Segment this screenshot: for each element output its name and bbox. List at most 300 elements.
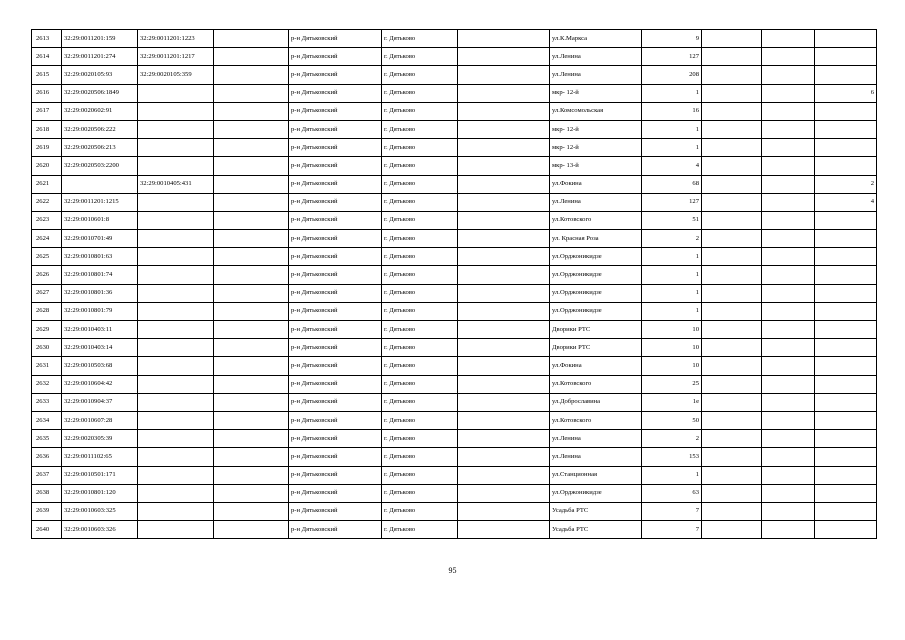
count-cell — [815, 66, 877, 84]
city-cell: г. Дятьково — [382, 284, 458, 302]
count-cell: 6 — [815, 84, 877, 102]
house-number: 1е — [642, 393, 702, 411]
cell-empty — [762, 339, 815, 357]
cell-empty — [762, 393, 815, 411]
district-cell: р-н Дятьковский — [289, 157, 382, 175]
city-cell: г. Дятьково — [382, 248, 458, 266]
cell-empty — [458, 211, 550, 229]
cell-empty — [702, 211, 762, 229]
table-row — [32, 211, 877, 229]
count-cell — [815, 521, 877, 539]
cell-empty — [214, 393, 289, 411]
district-cell: р-н Дятьковский — [289, 321, 382, 339]
count-cell — [815, 48, 877, 66]
cell-empty — [458, 120, 550, 138]
count-cell — [815, 120, 877, 138]
cell-empty — [702, 102, 762, 120]
cell-empty — [762, 284, 815, 302]
cell-empty — [458, 266, 550, 284]
cadastral-number: 32:29:0011201:159 — [62, 30, 138, 48]
table-row — [32, 339, 877, 357]
cadastral-number-2 — [138, 411, 214, 429]
row-number: 2617 — [32, 102, 62, 120]
district-cell: р-н Дятьковский — [289, 375, 382, 393]
street-cell: мкр- 12-й — [550, 120, 642, 138]
house-number: 7 — [642, 502, 702, 520]
cadastral-number: 32:29:0010801:120 — [62, 484, 138, 502]
cell-empty — [458, 284, 550, 302]
table-row — [32, 193, 877, 211]
cadastral-number-2: 32:29:0011201:1217 — [138, 48, 214, 66]
city-cell: г. Дятьково — [382, 120, 458, 138]
cell-empty — [214, 448, 289, 466]
cell-empty — [702, 84, 762, 102]
district-cell: р-н Дятьковский — [289, 120, 382, 138]
cadastral-number-2 — [138, 339, 214, 357]
cell-empty — [762, 230, 815, 248]
cadastral-number: 32:29:0011102:65 — [62, 448, 138, 466]
city-cell: г. Дятьково — [382, 175, 458, 193]
cell-empty — [458, 139, 550, 157]
row-number: 2613 — [32, 30, 62, 48]
row-number: 2620 — [32, 157, 62, 175]
city-cell: г. Дятьково — [382, 193, 458, 211]
house-number: 208 — [642, 66, 702, 84]
street-cell: ул. Красная Роза — [550, 230, 642, 248]
house-number: 63 — [642, 484, 702, 502]
table-row — [32, 393, 877, 411]
table-row — [32, 357, 877, 375]
house-number: 1 — [642, 139, 702, 157]
cell-empty — [458, 248, 550, 266]
count-cell — [815, 211, 877, 229]
district-cell: р-н Дятьковский — [289, 357, 382, 375]
cell-empty — [458, 375, 550, 393]
table-row — [32, 66, 877, 84]
cadastral-number: 32:29:0010904:37 — [62, 393, 138, 411]
cell-empty — [702, 48, 762, 66]
cell-empty — [702, 284, 762, 302]
street-cell: Дворики РТС — [550, 339, 642, 357]
cadastral-number-2 — [138, 157, 214, 175]
count-cell — [815, 411, 877, 429]
table-row — [32, 466, 877, 484]
street-cell: ул.Орджоникидзе — [550, 248, 642, 266]
cell-empty — [458, 339, 550, 357]
street-cell: ул.Ленина — [550, 193, 642, 211]
house-number: 1 — [642, 466, 702, 484]
cell-empty — [702, 157, 762, 175]
cell-empty — [762, 375, 815, 393]
city-cell: г. Дятьково — [382, 521, 458, 539]
row-number: 2629 — [32, 321, 62, 339]
house-number: 68 — [642, 175, 702, 193]
count-cell — [815, 466, 877, 484]
street-cell: ул.Станционная — [550, 466, 642, 484]
cell-empty — [762, 484, 815, 502]
cell-empty — [458, 357, 550, 375]
street-cell: ул.Ленина — [550, 66, 642, 84]
cadastral-number-2 — [138, 448, 214, 466]
house-number: 127 — [642, 48, 702, 66]
count-cell — [815, 484, 877, 502]
district-cell: р-н Дятьковский — [289, 139, 382, 157]
house-number: 2 — [642, 230, 702, 248]
cadastral-number-2 — [138, 502, 214, 520]
street-cell: мкр- 12-й — [550, 84, 642, 102]
table-row — [32, 120, 877, 138]
table-row — [32, 502, 877, 520]
cell-empty — [702, 139, 762, 157]
cadastral-number-2 — [138, 248, 214, 266]
cell-empty — [458, 484, 550, 502]
cadastral-number: 32:29:0011201:1215 — [62, 193, 138, 211]
cadastral-number-2 — [138, 120, 214, 138]
cell-empty — [458, 84, 550, 102]
cadastral-number-2 — [138, 302, 214, 320]
house-number: 25 — [642, 375, 702, 393]
city-cell: г. Дятьково — [382, 66, 458, 84]
cadastral-number: 32:29:0010403:14 — [62, 339, 138, 357]
cell-empty — [702, 502, 762, 520]
cadastral-number: 32:29:0010501:171 — [62, 466, 138, 484]
district-cell: р-н Дятьковский — [289, 48, 382, 66]
city-cell: г. Дятьково — [382, 502, 458, 520]
district-cell: р-н Дятьковский — [289, 211, 382, 229]
row-number: 2619 — [32, 139, 62, 157]
table-row — [32, 102, 877, 120]
cadastral-number-2: 32:29:0011201:1223 — [138, 30, 214, 48]
cell-empty — [214, 139, 289, 157]
cell-empty — [458, 521, 550, 539]
cell-empty — [762, 266, 815, 284]
house-number: 1 — [642, 302, 702, 320]
cell-empty — [214, 193, 289, 211]
table-row — [32, 30, 877, 48]
cell-empty — [458, 66, 550, 84]
cell-empty — [702, 466, 762, 484]
cell-empty — [702, 357, 762, 375]
row-number: 2640 — [32, 521, 62, 539]
street-cell: ул.Фокина — [550, 357, 642, 375]
cell-empty — [762, 502, 815, 520]
district-cell: р-н Дятьковский — [289, 102, 382, 120]
cadastral-number-2 — [138, 139, 214, 157]
cell-empty — [214, 102, 289, 120]
cell-empty — [458, 175, 550, 193]
count-cell: 4 — [815, 193, 877, 211]
cell-empty — [762, 157, 815, 175]
table-row — [32, 284, 877, 302]
table-body — [32, 30, 877, 539]
cell-empty — [702, 266, 762, 284]
city-cell: г. Дятьково — [382, 30, 458, 48]
table-row — [32, 484, 877, 502]
cell-empty — [762, 66, 815, 84]
row-number: 2637 — [32, 466, 62, 484]
street-cell: мкр- 13-й — [550, 157, 642, 175]
cell-empty — [762, 521, 815, 539]
cell-empty — [214, 266, 289, 284]
table-row — [32, 230, 877, 248]
cell-empty — [458, 411, 550, 429]
cadastral-number: 32:29:0020506:213 — [62, 139, 138, 157]
city-cell: г. Дятьково — [382, 211, 458, 229]
cell-empty — [458, 502, 550, 520]
row-number: 2618 — [32, 120, 62, 138]
cell-empty — [214, 521, 289, 539]
row-number: 2624 — [32, 230, 62, 248]
table-row — [32, 521, 877, 539]
cell-empty — [214, 30, 289, 48]
table-row — [32, 321, 877, 339]
district-cell: р-н Дятьковский — [289, 484, 382, 502]
count-cell — [815, 266, 877, 284]
cell-empty — [458, 466, 550, 484]
cell-empty — [762, 48, 815, 66]
cell-empty — [762, 430, 815, 448]
city-cell: г. Дятьково — [382, 139, 458, 157]
cadastral-number: 32:29:0020105:93 — [62, 66, 138, 84]
cell-empty — [762, 120, 815, 138]
house-number: 153 — [642, 448, 702, 466]
cell-empty — [214, 211, 289, 229]
count-cell — [815, 357, 877, 375]
city-cell: г. Дятьково — [382, 48, 458, 66]
city-cell: г. Дятьково — [382, 357, 458, 375]
city-cell: г. Дятьково — [382, 393, 458, 411]
row-number: 2622 — [32, 193, 62, 211]
cell-empty — [762, 448, 815, 466]
district-cell: р-н Дятьковский — [289, 248, 382, 266]
count-cell — [815, 248, 877, 266]
cell-empty — [762, 321, 815, 339]
cadastral-number-2 — [138, 466, 214, 484]
row-number: 2615 — [32, 66, 62, 84]
cadastral-number-2 — [138, 284, 214, 302]
cadastral-number: 32:29:0020506:222 — [62, 120, 138, 138]
cell-empty — [762, 466, 815, 484]
cell-empty — [458, 393, 550, 411]
cadastral-number: 32:29:0010603:326 — [62, 521, 138, 539]
cadastral-number: 32:29:0010601:8 — [62, 211, 138, 229]
district-cell: р-н Дятьковский — [289, 430, 382, 448]
cadastral-number-2 — [138, 393, 214, 411]
row-number: 2634 — [32, 411, 62, 429]
count-cell — [815, 448, 877, 466]
street-cell: ул.Орджоникидзе — [550, 266, 642, 284]
cadastral-number-2 — [138, 84, 214, 102]
cell-empty — [214, 230, 289, 248]
cell-empty — [762, 357, 815, 375]
district-cell: р-н Дятьковский — [289, 193, 382, 211]
cadastral-number-2 — [138, 375, 214, 393]
page-number: 95 — [448, 566, 457, 575]
house-number: 1 — [642, 84, 702, 102]
table-row — [32, 139, 877, 157]
cell-empty — [458, 321, 550, 339]
table-row — [32, 84, 877, 102]
street-cell: ул.Орджоникидзе — [550, 302, 642, 320]
cell-empty — [214, 157, 289, 175]
cadastral-number: 32:29:0010801:63 — [62, 248, 138, 266]
city-cell: г. Дятьково — [382, 102, 458, 120]
cadastral-number-2 — [138, 484, 214, 502]
cell-empty — [458, 48, 550, 66]
cadastral-number: 32:29:0010503:68 — [62, 357, 138, 375]
city-cell: г. Дятьково — [382, 466, 458, 484]
house-number: 50 — [642, 411, 702, 429]
cell-empty — [214, 321, 289, 339]
house-number: 7 — [642, 521, 702, 539]
district-cell: р-н Дятьковский — [289, 466, 382, 484]
cadastral-number: 32:29:0020503:2200 — [62, 157, 138, 175]
city-cell: г. Дятьково — [382, 84, 458, 102]
street-cell: Усадьба РТС — [550, 502, 642, 520]
street-cell: ул.Фокина — [550, 175, 642, 193]
cell-empty — [702, 193, 762, 211]
cadastral-number: 32:29:0010801:74 — [62, 266, 138, 284]
house-number: 4 — [642, 157, 702, 175]
count-cell — [815, 302, 877, 320]
cell-empty — [702, 66, 762, 84]
house-number: 1 — [642, 266, 702, 284]
row-number: 2636 — [32, 448, 62, 466]
cadastral-number: 32:29:0010403:11 — [62, 321, 138, 339]
cadastral-number-2: 32:29:0010405:431 — [138, 175, 214, 193]
cell-empty — [702, 393, 762, 411]
cell-empty — [458, 448, 550, 466]
table-row — [32, 375, 877, 393]
cell-empty — [458, 157, 550, 175]
cell-empty — [762, 211, 815, 229]
count-cell — [815, 393, 877, 411]
cadastral-number-2 — [138, 266, 214, 284]
district-cell: р-н Дятьковский — [289, 266, 382, 284]
street-cell: ул.Ленина — [550, 448, 642, 466]
cadastral-number — [62, 175, 138, 193]
cell-empty — [702, 321, 762, 339]
house-number: 1 — [642, 120, 702, 138]
table-row — [32, 48, 877, 66]
cell-empty — [214, 48, 289, 66]
street-cell: ул.Котовского — [550, 211, 642, 229]
count-cell — [815, 502, 877, 520]
cell-empty — [762, 139, 815, 157]
district-cell: р-н Дятьковский — [289, 411, 382, 429]
city-cell: г. Дятьково — [382, 484, 458, 502]
count-cell — [815, 430, 877, 448]
cadastral-number-2 — [138, 211, 214, 229]
cadastral-number-2 — [138, 430, 214, 448]
cell-empty — [702, 175, 762, 193]
house-number: 10 — [642, 357, 702, 375]
cell-empty — [702, 411, 762, 429]
house-number: 51 — [642, 211, 702, 229]
street-cell: ул.Доброславина — [550, 393, 642, 411]
row-number: 2628 — [32, 302, 62, 320]
street-cell: ул.Комсомольская — [550, 102, 642, 120]
cell-empty — [762, 193, 815, 211]
cell-empty — [458, 102, 550, 120]
row-number: 2614 — [32, 48, 62, 66]
row-number: 2639 — [32, 502, 62, 520]
row-number: 2630 — [32, 339, 62, 357]
cell-empty — [214, 430, 289, 448]
cell-empty — [214, 284, 289, 302]
street-cell: ул.Орджоникидзе — [550, 484, 642, 502]
table-row — [32, 266, 877, 284]
cell-empty — [762, 102, 815, 120]
count-cell — [815, 139, 877, 157]
house-number: 9 — [642, 30, 702, 48]
cadastral-number: 32:29:0020506:1849 — [62, 84, 138, 102]
row-number: 2631 — [32, 357, 62, 375]
count-cell — [815, 157, 877, 175]
house-number: 16 — [642, 102, 702, 120]
street-cell: ул.Ленина — [550, 430, 642, 448]
cell-empty — [458, 302, 550, 320]
cell-empty — [762, 175, 815, 193]
row-number: 2638 — [32, 484, 62, 502]
street-cell: ул.Котовского — [550, 411, 642, 429]
cell-empty — [702, 30, 762, 48]
count-cell — [815, 321, 877, 339]
cell-empty — [762, 302, 815, 320]
cell-empty — [762, 411, 815, 429]
cell-empty — [702, 484, 762, 502]
cadastral-number: 32:29:0010801:36 — [62, 284, 138, 302]
cadastral-number: 32:29:0010603:325 — [62, 502, 138, 520]
cadastral-number-2 — [138, 521, 214, 539]
district-cell: р-н Дятьковский — [289, 30, 382, 48]
street-cell: ул.Котовского — [550, 375, 642, 393]
table-row — [32, 430, 877, 448]
city-cell: г. Дятьково — [382, 411, 458, 429]
cell-empty — [702, 375, 762, 393]
cell-empty — [214, 357, 289, 375]
cell-empty — [762, 84, 815, 102]
cell-empty — [214, 84, 289, 102]
count-cell — [815, 284, 877, 302]
table-row — [32, 175, 877, 193]
cadastral-number: 32:29:0011201:274 — [62, 48, 138, 66]
street-cell: Усадьба РТС — [550, 521, 642, 539]
count-cell — [815, 230, 877, 248]
cell-empty — [214, 411, 289, 429]
cadastral-number-2 — [138, 193, 214, 211]
cell-empty — [458, 430, 550, 448]
district-cell: р-н Дятьковский — [289, 84, 382, 102]
cell-empty — [214, 339, 289, 357]
table-row — [32, 302, 877, 320]
district-cell: р-н Дятьковский — [289, 502, 382, 520]
district-cell: р-н Дятьковский — [289, 448, 382, 466]
district-cell: р-н Дятьковский — [289, 393, 382, 411]
city-cell: г. Дятьково — [382, 230, 458, 248]
cell-empty — [458, 230, 550, 248]
city-cell: г. Дятьково — [382, 266, 458, 284]
cell-empty — [702, 120, 762, 138]
count-cell — [815, 375, 877, 393]
row-number: 2625 — [32, 248, 62, 266]
table-row — [32, 248, 877, 266]
district-cell: р-н Дятьковский — [289, 339, 382, 357]
row-number: 2616 — [32, 84, 62, 102]
table-row — [32, 448, 877, 466]
row-number: 2632 — [32, 375, 62, 393]
cell-empty — [702, 248, 762, 266]
